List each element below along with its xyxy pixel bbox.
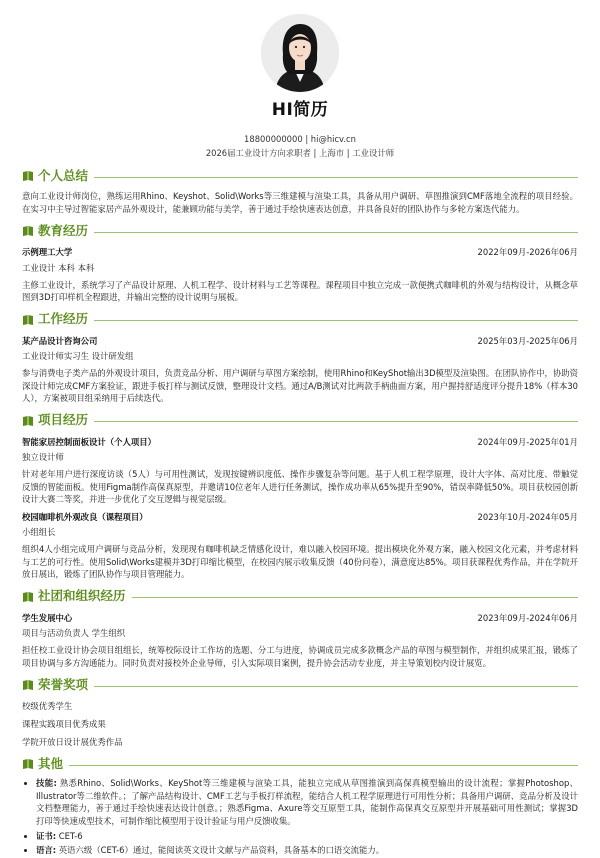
project-row [22, 511, 578, 524]
section-title-text: 荣誉奖项 [38, 676, 89, 692]
others-item-languages [36, 844, 578, 857]
section-divider [94, 686, 578, 687]
section-title-others [22, 754, 578, 774]
award-item: 学院开放日设计展优秀作品 [22, 736, 123, 747]
section-title-projects [22, 411, 578, 431]
summary-text: 意向工业设计师岗位，熟练运用Rhino、Keyshot、Solid\Works等三维建模与渲染工具，具备从用户调研、草图推演到CMF落地全流程的项目经验。在实习中主导过智能家居产品外观设计，能兼顾功能与美学，善于通过手绘快速表达创意，并具备良好的团队协作与多轮方案迭代能力。 [22, 191, 578, 214]
project-desc: 针对老年用户进行深度访谈（5人）与可用性测试，发现按键辨识度低、操作步骤复杂等问题。基于人机工程学原理，设计大字体、高对比度、带触觉反馈的智能面板。使用Figma制作高保真原型，并邀请10位老年人进行任务测试，操作成功率从65%提升至90%，错误率降低50%。项目获校园创新设计大赛二等奖，并进一步优化了交互逻辑与视觉层级。 [22, 468, 578, 505]
education-major: 工业设计 本科 本科 [22, 262, 95, 273]
section-title-text: 其他 [38, 755, 64, 771]
work-desc: 参与消费电子类产品的外观设计项目，负责竞品分析、用户调研与草图方案绘制，使用Rhino和KeyShot输出3D模型及渲染图。在团队协作中，协助资深设计师完成CMF方案验证，跟进手板打样与测试反馈，整理设计文档。通过A/B测试对比两款手柄曲面方案，用户握持舒适度评分提升18%（样本30人），方案被项目组采纳用于后续迭代。 [22, 367, 578, 404]
section-divider [69, 765, 578, 766]
org-role: 项目与活动负责人 学生组织 [22, 628, 126, 639]
award-item: 课程实践项目优秀成果 [22, 718, 106, 729]
education-desc: 主修工业设计，系统学习了产品设计原理、人机工程学、设计材料与工艺等课程。课程项目中独立完成一款便携式咖啡机的外观与结构设计，从概念草图到3D打印样机全程跟进，并输出完整的设计说明与展板。 [22, 279, 578, 303]
others-label: 技能: [36, 778, 57, 789]
section-title-text: 项目经历 [38, 412, 89, 428]
resume-content [0, 166, 600, 857]
resume-header [0, 0, 600, 160]
others-text: 英语六级（CET-6）通过，能阅读英文设计文献与产品资料，具备基本的口语交流能力。 [58, 845, 385, 856]
section-icon [22, 170, 34, 182]
awards-list [22, 700, 578, 748]
project-date: 2023年10月-2024年05月 [477, 511, 578, 522]
project-desc: 组织4人小组完成用户调研与竞品分析，发现现有咖啡机缺乏情感化设计，难以融入校园环境。提出模块化外观方案，融入校园文化元素，并考虑材料与工艺的可行性。使用Solid\Works建模并3D打印缩比模型，在校园内展示收集反馈（40份问卷），满意度达85%。项目获课程优秀作品，并在学院开放日展出，锻炼了团队协作与项目管理能力。 [22, 544, 578, 580]
avatar-photo [261, 14, 339, 92]
section-divider [94, 320, 578, 321]
project-name: 校园咖啡机外观改良（课程项目） [22, 511, 148, 522]
section-title-text: 社团和组织经历 [38, 588, 126, 604]
section-title-work [22, 310, 578, 330]
section-icon [22, 591, 34, 603]
contact-line-target: 2026届工业设计方向求职者 | 上海市 | 工业设计师 [205, 147, 395, 158]
school-name: 示例理工大学 [22, 247, 73, 258]
resume-name: HI简历 [271, 100, 329, 120]
others-text: CET-6 [58, 830, 83, 841]
others-label: 语言: [36, 845, 57, 856]
others-text: 熟悉Rhino、Solid\Works、KeyShot等三维建模与渲染工具，能独立完成从草图推演到高保真模型输出的设计流程；掌握Photoshop、Illustrator等二维软件。；了解产品结构设计、CMF工艺与手板打样流程，能结合人机工程学原理进行可用性分析；具备用户调研、竞品分析及设计文档整理能力，善于通过手绘快速表达设计创意。；熟悉Figma、Axure等交互原型工具，能制作高保真交互原型并开展基础可用性测试；掌握3D打印等快速成型技术，可制作缩比模型用于设计验证与用户反馈收集。 [36, 778, 578, 826]
others-label: 证书: [36, 830, 57, 841]
section-title-education [22, 221, 578, 241]
others-item-certificates [36, 830, 578, 843]
avatar [261, 14, 339, 92]
org-row [22, 612, 578, 625]
section-icon [22, 225, 34, 237]
education-date: 2022年09月-2026年06月 [477, 247, 578, 258]
section-divider [94, 177, 578, 178]
others-list [22, 777, 578, 857]
section-title-summary [22, 166, 578, 186]
section-divider [94, 232, 578, 233]
section-icon [22, 758, 34, 770]
contact-line-phone-email: 18800000000 | hi@hicv.cn [244, 133, 356, 144]
section-title-text: 个人总结 [38, 167, 89, 183]
org-name: 学生发展中心 [22, 612, 73, 623]
company-name: 某产品设计咨询公司 [22, 335, 98, 346]
section-title-text: 工作经历 [38, 311, 89, 327]
work-date: 2025年03月-2025年06月 [477, 335, 578, 346]
work-row [22, 335, 578, 348]
others-item-skills [36, 777, 578, 827]
project-name: 智能家居控制面板设计（个人项目） [22, 436, 156, 447]
section-title-awards [22, 675, 578, 695]
section-title-text: 教育经历 [38, 222, 89, 238]
section-icon [22, 679, 34, 691]
project-role: 独立设计师 [22, 452, 64, 463]
section-divider [94, 421, 578, 422]
section-icon [22, 314, 34, 326]
project-role: 小组组长 [22, 527, 56, 538]
project-row [22, 436, 578, 449]
contact-info [0, 132, 600, 161]
award-item: 校级优秀学生 [22, 701, 73, 712]
org-desc: 担任校工业设计协会项目组组长，统筹校际设计工作坊的选题、分工与进度，协调成员完成多款概念产品的草图与模型制作，并组织成果汇报，锻炼了项目协调与多方沟通能力。同时负责对接校外企业导师，引入实际项目案例，提升协会活动专业度，并主导策划校内设计展览。 [22, 645, 578, 668]
section-title-organization [22, 587, 578, 607]
org-date: 2023年09月-2024年06月 [477, 612, 578, 623]
section-divider [132, 597, 578, 598]
section-icon [22, 415, 34, 427]
work-role: 工业设计师实习生 设计研发组 [22, 351, 134, 362]
education-row [22, 246, 578, 259]
project-date: 2024年09月-2025年01月 [477, 436, 578, 447]
